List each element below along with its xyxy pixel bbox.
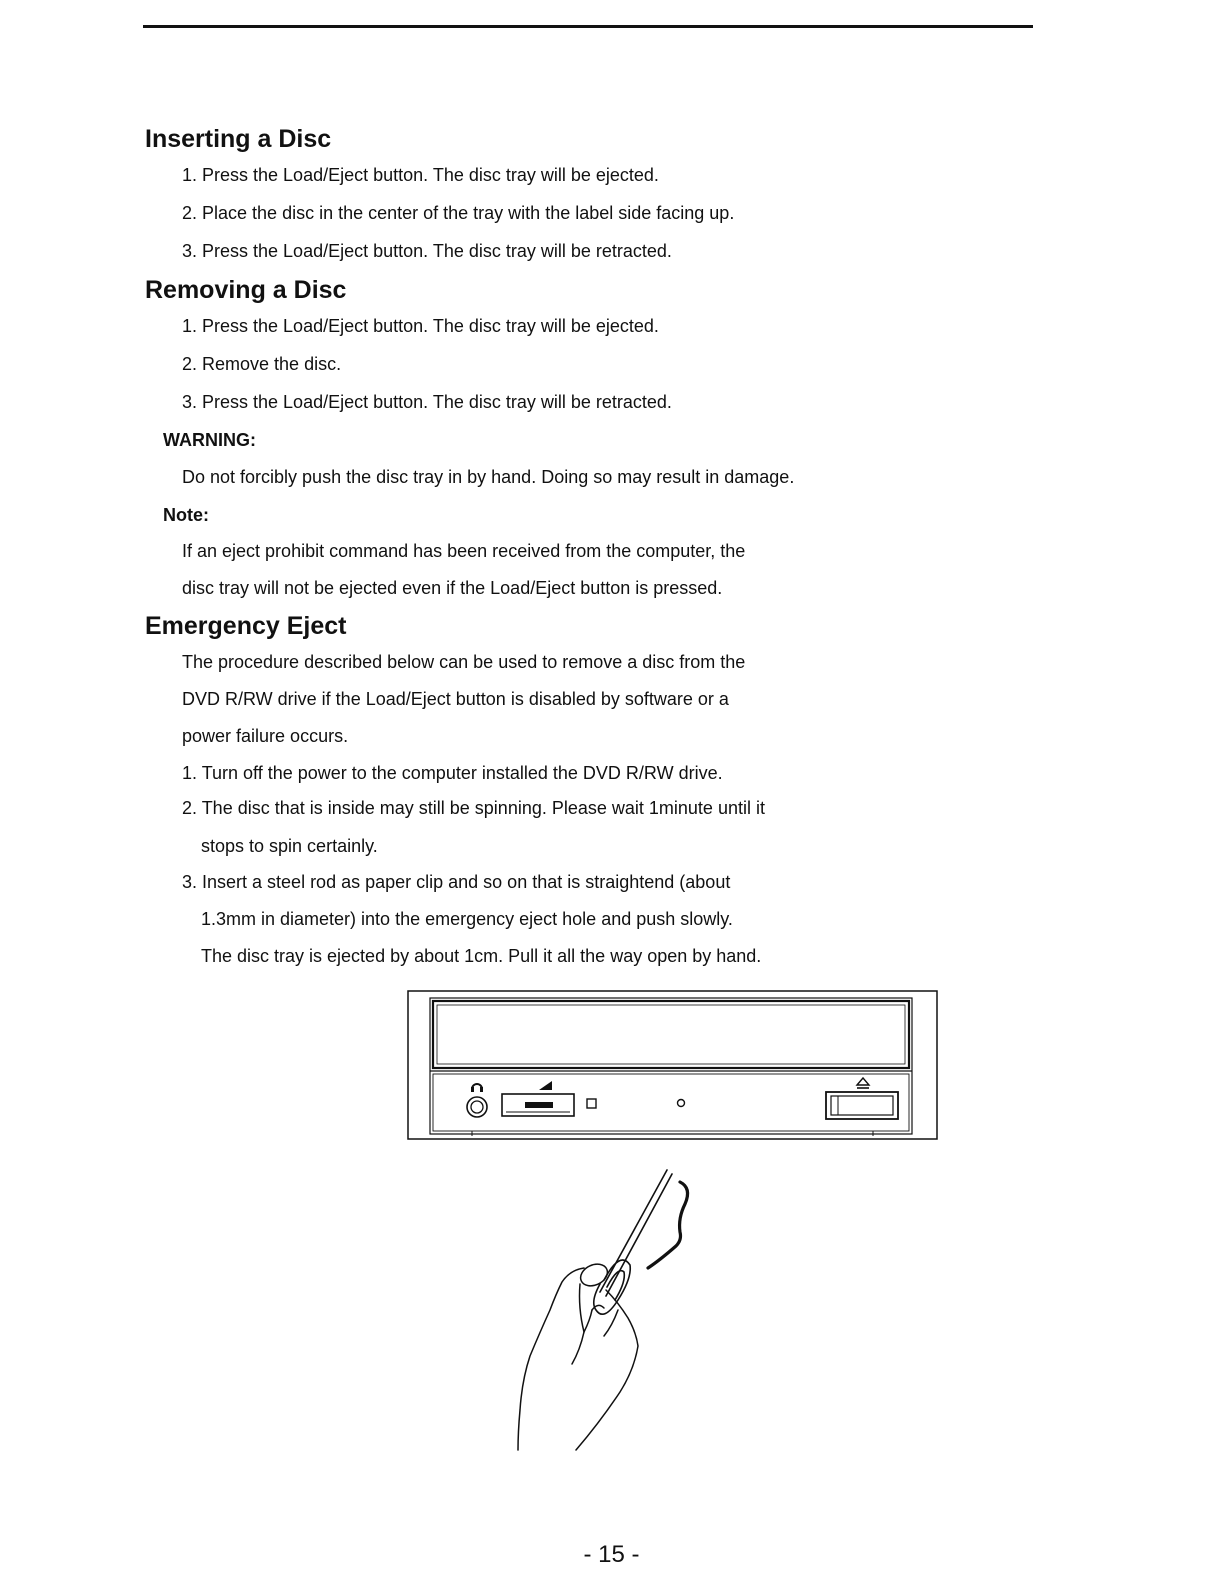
volume-slider bbox=[502, 1094, 574, 1116]
emergency-intro-1: The procedure described below can be used to remove a disc from the bbox=[182, 652, 746, 672]
heading-inserting-disc: Inserting a Disc bbox=[145, 125, 332, 153]
dvd-drive-front-illustration bbox=[407, 990, 938, 1142]
page-number: - 15 - bbox=[583, 1541, 640, 1568]
emergency-step-2: 2. The disc that is inside may still be spinning. Please wait 1minute until it bbox=[182, 798, 765, 818]
hand-with-paper-clip-illustration bbox=[500, 1160, 720, 1460]
insert-step-2: 2. Place the disc in the center of the tray with the label side facing up. bbox=[182, 203, 735, 223]
remove-step-1: 1. Press the Load/Eject button. The disc tray will be ejected. bbox=[182, 316, 659, 336]
emergency-intro-3: power failure occurs. bbox=[182, 726, 349, 746]
note-line-1: If an eject prohibit command has been received from the computer, the bbox=[182, 541, 746, 561]
heading-removing-disc: Removing a Disc bbox=[145, 276, 347, 304]
load-eject-button bbox=[826, 1092, 898, 1119]
insert-step-1: 1. Press the Load/Eject button. The disc tray will be ejected. bbox=[182, 165, 659, 185]
paper-clip bbox=[594, 1170, 672, 1314]
hand bbox=[518, 1260, 638, 1450]
warning-label: WARNING: bbox=[163, 430, 256, 450]
emergency-step-2-cont: stops to spin certainly. bbox=[201, 836, 378, 856]
insert-step-3: 3. Press the Load/Eject button. The disc tray will be retracted. bbox=[182, 241, 672, 261]
emergency-intro-2: DVD R/RW drive if the Load/Eject button is disabled by software or a bbox=[182, 689, 729, 709]
disc-tray-front bbox=[433, 1001, 909, 1068]
heading-emergency-eject: Emergency Eject bbox=[145, 612, 347, 640]
emergency-step-3-cont-1: 1.3mm in diameter) into the emergency eject hole and push slowly. bbox=[201, 909, 733, 929]
headphone-icon bbox=[471, 1084, 483, 1092]
remove-step-2: 2. Remove the disc. bbox=[182, 354, 342, 374]
note-label: Note: bbox=[163, 505, 209, 525]
volume-icon bbox=[539, 1081, 552, 1090]
emergency-step-3-cont-2: The disc tray is ejected by about 1cm. Pull it all the way open by hand. bbox=[201, 946, 762, 966]
emergency-step-3: 3. Insert a steel rod as paper clip and so on that is straightend (about bbox=[182, 872, 731, 892]
headphone-jack bbox=[467, 1097, 487, 1117]
note-line-2: disc tray will not be ejected even if the Load/Eject button is pressed. bbox=[182, 578, 723, 598]
eject-icon bbox=[857, 1078, 869, 1088]
top-rule bbox=[143, 25, 1033, 28]
remove-step-3: 3. Press the Load/Eject button. The disc tray will be retracted. bbox=[182, 392, 672, 412]
warning-text: Do not forcibly push the disc tray in by hand. Doing so may result in damage. bbox=[182, 467, 795, 487]
emergency-step-1: 1. Turn off the power to the computer installed the DVD R/RW drive. bbox=[182, 763, 723, 783]
busy-indicator bbox=[587, 1099, 596, 1108]
emergency-eject-hole bbox=[678, 1100, 685, 1107]
